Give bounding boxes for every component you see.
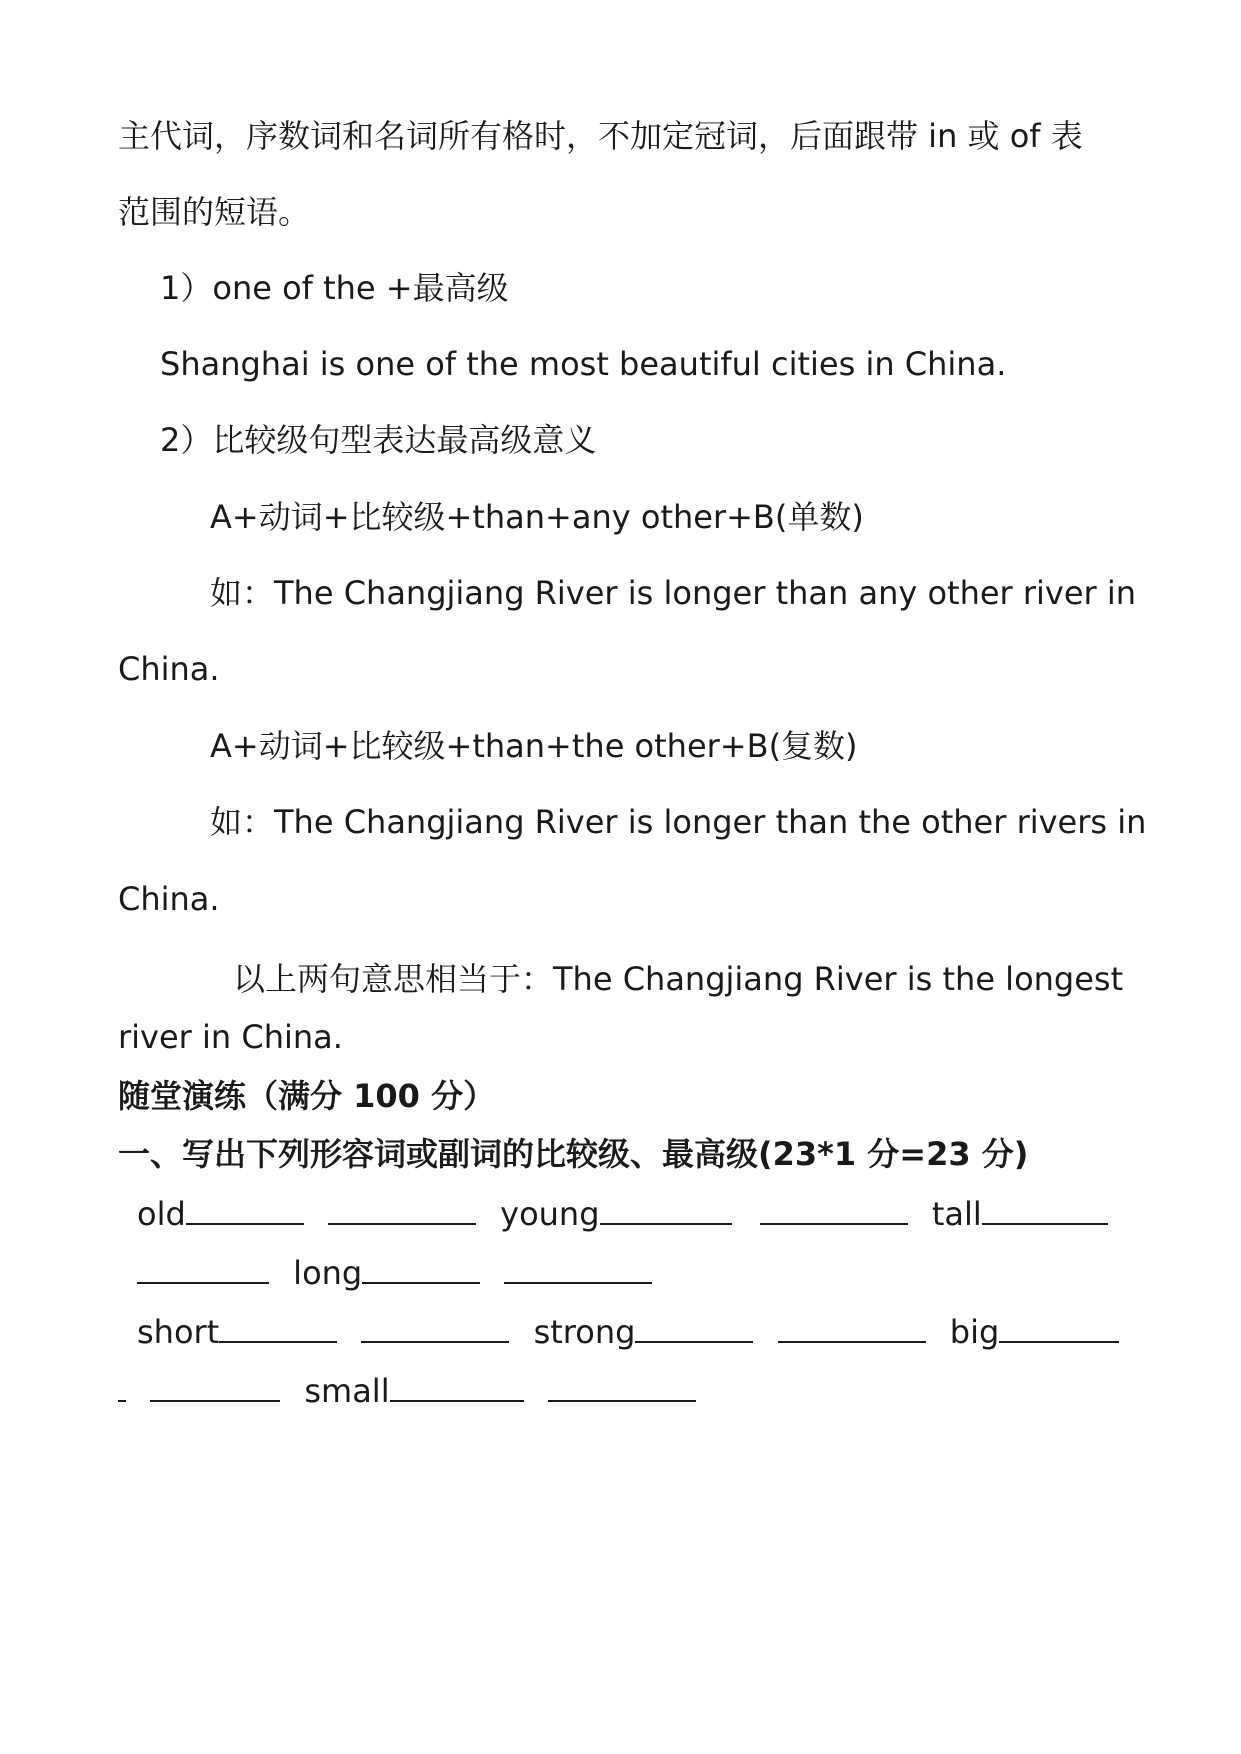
answer-blank-long-superlative[interactable] xyxy=(504,1252,652,1284)
exercise-row-4 xyxy=(118,1370,696,1411)
rule2-summary-line1: 以上两句意思相当于：The Changjiang River is the longest xyxy=(233,960,1124,998)
rule2-example-b-line2: China. xyxy=(118,880,220,918)
answer-blank-short-superlative[interactable] xyxy=(361,1311,509,1343)
answer-blank-tall-comparative[interactable] xyxy=(982,1193,1108,1225)
word-short: short xyxy=(137,1313,220,1351)
intro-line-2: 范围的短语。 xyxy=(118,193,311,231)
word-young: young xyxy=(500,1195,600,1233)
blank-dash xyxy=(296,1193,304,1225)
rule2-pattern-b: A+动词+比较级+than+the other+B(复数) xyxy=(210,727,858,765)
section1-title: 一、写出下列形容词或副词的比较级、最高级(23*1 分=23 分) xyxy=(118,1135,1029,1173)
answer-blank-tall-superlative[interactable] xyxy=(137,1252,269,1284)
answer-blank-short-comparative[interactable] xyxy=(219,1311,337,1343)
rule2-heading: 2）比较级句型表达最高级意义 xyxy=(160,421,597,459)
word-long: long xyxy=(293,1254,363,1292)
rule2-example-a-line1: 如：The Changjiang River is longer than any other river in xyxy=(210,574,1137,612)
answer-blank-long-comparative[interactable] xyxy=(362,1252,472,1284)
blank-dash xyxy=(472,1252,480,1284)
answer-blank-big-superlative[interactable] xyxy=(150,1370,280,1402)
exercise-row-1 xyxy=(137,1193,1108,1234)
rule2-example-b-line1: 如：The Changjiang River is longer than the other rivers in xyxy=(210,803,1147,841)
blank-dash xyxy=(745,1311,753,1343)
answer-blank-old-comparative[interactable] xyxy=(186,1193,296,1225)
exercise-row-2 xyxy=(137,1252,652,1293)
word-old: old xyxy=(137,1195,186,1233)
answer-blank-strong-comparative[interactable] xyxy=(635,1311,745,1343)
answer-blank-small-superlative[interactable] xyxy=(548,1370,696,1402)
word-strong: strong xyxy=(533,1313,636,1351)
answer-blank-small-comparative[interactable] xyxy=(390,1370,524,1402)
word-tall: tall xyxy=(931,1195,982,1233)
answer-blank-old-superlative[interactable] xyxy=(328,1193,476,1225)
answer-blank-strong-superlative[interactable] xyxy=(778,1311,926,1343)
word-small: small xyxy=(304,1372,390,1410)
word-big: big xyxy=(949,1313,1000,1351)
rule2-example-a-line2: China. xyxy=(118,650,220,688)
answer-blank-big-comparative[interactable] xyxy=(999,1311,1119,1343)
blank-dash xyxy=(118,1370,126,1402)
rule1-example: Shanghai is one of the most beautiful cities in China. xyxy=(160,345,1007,383)
answer-blank-young-superlative[interactable] xyxy=(760,1193,908,1225)
rule1-heading: 1）one of the +最高级 xyxy=(160,269,509,307)
answer-blank-young-comparative[interactable] xyxy=(600,1193,732,1225)
rule2-summary-line2: river in China. xyxy=(118,1018,343,1056)
exercise-title: 随堂演练（满分 100 分） xyxy=(118,1077,496,1115)
rule2-pattern-a: A+动词+比较级+than+any other+B(单数) xyxy=(210,498,864,536)
intro-line-1: 主代词，序数词和名词所有格时，不加定冠词，后面跟带 in 或 of 表 xyxy=(118,117,1083,155)
exercise-row-3 xyxy=(137,1311,1119,1352)
